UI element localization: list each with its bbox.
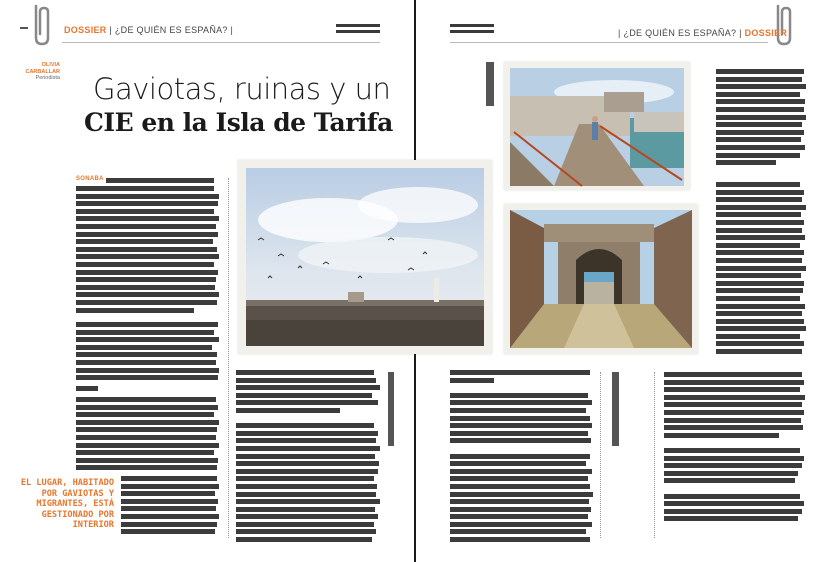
- left-running-header: [64, 25, 233, 35]
- author-role: Periodista: [35, 75, 60, 81]
- header-title: | ¿DE QUIÉN ES ESPAÑA? |: [109, 25, 234, 35]
- body-column-right-top: [716, 69, 808, 168]
- pull-quote-line: MIGRANTES, ESTÁ: [36, 499, 114, 509]
- paperclip-icon: [28, 2, 56, 48]
- pull-quote-line: INTERIOR: [72, 520, 114, 530]
- header-mark: [20, 27, 28, 29]
- pull-quote-line: EL LUGAR, HABITADO: [20, 478, 114, 488]
- section-tag: DOSSIER: [64, 25, 107, 35]
- vertical-rule-bar: [388, 372, 394, 446]
- author-name-1: OLIVIA: [41, 62, 60, 68]
- body-column-1b: [76, 322, 220, 383]
- pull-quote: [18, 478, 114, 531]
- right-running-header: [618, 28, 787, 38]
- pull-quote-line: GESTIONADO POR: [41, 509, 114, 520]
- section-tag-right: DOSSIER: [744, 28, 788, 38]
- body-column-1d: [121, 476, 221, 537]
- body-column-right-a: [450, 370, 594, 545]
- column-divider: [228, 178, 229, 538]
- header-bars-right: [450, 24, 494, 36]
- photo-fort-road: [504, 62, 690, 190]
- body-column-right-b: [664, 372, 806, 524]
- headline-line-1: Gaviotas, ruinas y un: [93, 72, 391, 106]
- photo-island-landscape: [238, 160, 492, 354]
- vertical-rule-bar-right: [486, 62, 494, 106]
- body-column-right-mid: [716, 182, 808, 357]
- body-column-2: [236, 370, 382, 545]
- vertical-rule-bar-right-2: [612, 372, 619, 446]
- author-name-2: CARBALLAR: [25, 68, 60, 75]
- column-lead-line: [106, 178, 214, 186]
- header-rule: [62, 42, 380, 43]
- column-divider-right-2: [654, 372, 655, 538]
- author-byline: [14, 62, 60, 82]
- header-bars: [336, 24, 380, 36]
- body-column-1a: [76, 186, 220, 315]
- lead-tag: SONABA: [76, 176, 104, 182]
- body-column-1-short: [76, 386, 106, 394]
- pull-quote-line: POR GAVIOTAS Y: [41, 488, 114, 499]
- body-column-1c: [76, 397, 220, 473]
- paperclip-icon-right: [770, 2, 798, 48]
- header-title-right: | ¿DE QUIÉN ES ESPAÑA? |: [618, 28, 742, 38]
- header-rule-right: [450, 42, 768, 43]
- column-divider-right: [600, 372, 601, 538]
- photo-stone-gate: [504, 204, 698, 354]
- headline-line-2: CIE en la Isla de Tarifa: [84, 108, 393, 137]
